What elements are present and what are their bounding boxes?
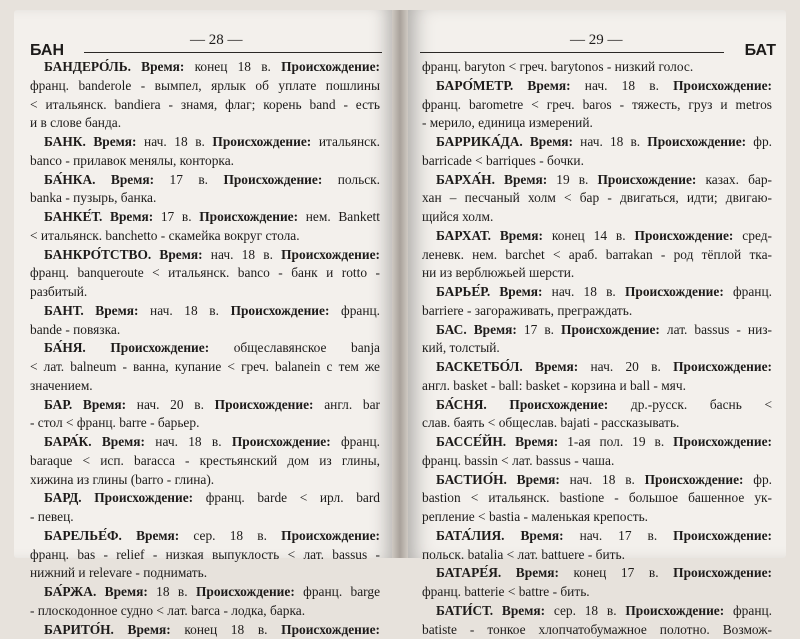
- entry-term: БАРД. Происхождение:: [44, 490, 193, 505]
- entry-term: Происхождение:: [215, 397, 314, 412]
- entry-term: БА́СНЯ. Происхождение:: [436, 397, 608, 412]
- entry-text: репление < bastia - маленькая крепость.: [422, 509, 648, 524]
- entry-text: англ. basket - ball: basket - корзина и ball - мяч.: [422, 378, 686, 393]
- entry-term: БАСКЕТБО́Л. Время:: [436, 359, 578, 374]
- entry-text: 19 в.: [547, 172, 597, 187]
- entry-term: БА́НЯ. Происхождение:: [44, 340, 209, 355]
- entry-term: Происхождение:: [625, 603, 724, 618]
- entry-term: БАРЬЕ́Р. Время:: [436, 284, 543, 299]
- entry-text: banka - пузырь, банка.: [30, 190, 156, 205]
- entry-text-line: [30, 452, 380, 471]
- entry-headline: [30, 527, 380, 546]
- header-rule: [84, 52, 382, 53]
- entry-text-line: [30, 414, 380, 433]
- entry-text: нач. 20 в.: [578, 359, 673, 374]
- entry-text: - мерило, единица измерений.: [422, 115, 593, 130]
- entry-text: нач. 18 в.: [571, 78, 674, 93]
- entry-headline: [422, 283, 772, 302]
- entry-headline: [30, 171, 380, 190]
- entry-text: - плоскодонное судно < лат. barca - лодка, барка.: [30, 603, 305, 618]
- entry-term: Происхождение:: [673, 434, 772, 449]
- entry-text-line: [30, 283, 380, 302]
- entry-text: франц. barge: [295, 584, 380, 599]
- entry-text-line: [30, 602, 380, 621]
- entry-text-line: [422, 246, 772, 265]
- entry-term: БАНДЕРО́ЛЬ. Время:: [44, 59, 184, 74]
- entry-term: Происхождение:: [625, 284, 724, 299]
- entry-term: БА́НКА. Время:: [44, 172, 154, 187]
- entry-text: barricade < barriques - бочки.: [422, 153, 584, 168]
- entry-headline: [30, 302, 380, 321]
- page-text: [30, 58, 380, 639]
- entry-text-line: [422, 96, 772, 115]
- entry-term: БАТИ́СТ. Время:: [436, 603, 545, 618]
- entry-term: Происхождение:: [598, 172, 697, 187]
- entry-text: нач. 18 в.: [543, 284, 625, 299]
- entry-text: banco - прилавок менялы, конторка.: [30, 153, 234, 168]
- entry-text: франц. baryton < греч. barytonos - низкий голос.: [422, 59, 693, 74]
- entry-text-line: [30, 358, 380, 377]
- page-header: [30, 32, 382, 54]
- entry-term: БАРО́МЕТР. Время:: [436, 78, 571, 93]
- entry-term: БАНКРО́ТСТВО. Время:: [44, 247, 203, 262]
- entry-text: франц. batterie < battre - бить.: [422, 584, 590, 599]
- entry-term: Происхождение:: [673, 528, 772, 543]
- entry-term: БАС. Время:: [436, 322, 517, 337]
- entry-term: Происхождение:: [231, 303, 330, 318]
- entry-text-line: [30, 227, 380, 246]
- entry-text-line: [422, 583, 772, 602]
- entry-headline: [422, 471, 772, 490]
- entry-text: леневк. нем. barchet < араб. barrakan - род тёплой тка-: [422, 247, 772, 262]
- entry-text: - певец.: [30, 509, 74, 524]
- entry-headline: [30, 58, 380, 77]
- entry-text-line: [30, 96, 380, 115]
- entry-text: лат. bassus - низ-: [660, 322, 772, 337]
- entry-term: Происхождение:: [635, 228, 734, 243]
- entry-text: щийся холм.: [422, 209, 493, 224]
- entry-text: хан – песчаный холм < бар - двигаться, идти; двигаю-: [422, 190, 772, 205]
- entry-term: Происхождение:: [212, 134, 311, 149]
- entry-headline: [30, 208, 380, 227]
- entry-text-line: [30, 321, 380, 340]
- entry-text: польск. batalia < лат. battuere - бить.: [422, 547, 625, 562]
- entry-text: нач. 18 в.: [145, 434, 232, 449]
- entry-term: БАТА́ЛИЯ. Время:: [436, 528, 564, 543]
- left-page: [14, 10, 392, 558]
- entry-text: нем. Bankett: [298, 209, 380, 224]
- entry-text: франц.: [329, 303, 380, 318]
- entry-term: БАНТ. Время:: [44, 303, 138, 318]
- entry-term: Происхождение:: [645, 472, 744, 487]
- entry-text-line: [422, 339, 772, 358]
- entry-term: БА́РЖА. Время:: [44, 584, 148, 599]
- entry-text: нач. 18 в.: [560, 472, 645, 487]
- entry-text-line: [30, 77, 380, 96]
- entry-text: франц.: [331, 434, 380, 449]
- entry-headline: [30, 583, 380, 602]
- entry-term: Происхождение:: [281, 528, 380, 543]
- entry-term: Происхождение:: [223, 172, 322, 187]
- entry-text: франц.: [724, 603, 772, 618]
- entry-text: общеславянское banja: [209, 340, 380, 355]
- entry-headline: [422, 527, 772, 546]
- entry-text: bande - повязка.: [30, 322, 120, 337]
- entry-text-line: [422, 508, 772, 527]
- entry-text: франц. bassin < лат. bassus - чаша.: [422, 453, 614, 468]
- entry-text-line: [422, 546, 772, 565]
- entry-text: 1-ая пол. 19 в.: [558, 434, 673, 449]
- entry-text: 17 в.: [153, 209, 199, 224]
- entry-headline: [422, 77, 772, 96]
- entry-headline: [30, 396, 380, 415]
- entry-text: конец 18 в.: [184, 59, 281, 74]
- entry-text: сер. 18 в.: [545, 603, 625, 618]
- entry-text: франц. bas - relief - низкая выпуклость < лат. bassus -: [30, 547, 380, 562]
- entry-term: Происхождение:: [281, 622, 380, 637]
- entry-term: Происхождение:: [281, 59, 380, 74]
- entry-text-line: [422, 452, 772, 471]
- entry-headline: [422, 321, 772, 340]
- entry-text: др.-русск. баснь <: [608, 397, 772, 412]
- entry-text: < итальянск. bandiera - знамя, флаг; корень band - есть: [30, 97, 380, 112]
- entry-text-line: [422, 189, 772, 208]
- entry-text: конец 17 в.: [559, 565, 673, 580]
- entry-text-line: [30, 114, 380, 133]
- entry-term: Происхождение:: [673, 78, 772, 93]
- entry-text-line: [30, 471, 380, 490]
- entry-text: франц. banderole - вымпел, ярлык об уплате пошлины: [30, 78, 380, 93]
- entry-headline: [30, 621, 380, 639]
- entry-text: < итальянск. banchetto - скамейка вокруг стола.: [30, 228, 300, 243]
- entry-text: хижина из глины (barro - глина).: [30, 472, 214, 487]
- entry-text: фр.: [744, 472, 773, 487]
- entry-text: кий, толстый.: [422, 340, 500, 355]
- entry-text-line: [30, 189, 380, 208]
- entry-term: БАР. Время:: [44, 397, 126, 412]
- entry-text: польск.: [322, 172, 380, 187]
- entry-term: БАРХА́Н. Время:: [436, 172, 547, 187]
- entry-text-line: [422, 414, 772, 433]
- entry-term: БАРА́К. Время:: [44, 434, 145, 449]
- entry-text: конец 18 в.: [171, 622, 281, 637]
- running-head: БАН: [30, 42, 64, 60]
- entry-text: франц.: [724, 284, 772, 299]
- entry-text: сер. 18 в.: [179, 528, 281, 543]
- entry-text: нач. 20 в.: [126, 397, 215, 412]
- entry-text-line: [422, 58, 772, 77]
- header-rule: [420, 52, 724, 53]
- entry-headline: [422, 396, 772, 415]
- entry-text-line: [422, 302, 772, 321]
- entry-text: сред-: [733, 228, 772, 243]
- entry-text-line: [422, 114, 772, 133]
- entry-term: БАСТИО́Н. Время:: [436, 472, 560, 487]
- entry-term: Происхождение:: [647, 134, 746, 149]
- entry-term: БАССЕ́ЙН. Время:: [436, 434, 558, 449]
- entry-text: 17 в.: [517, 322, 561, 337]
- entry-term: БАРРИКА́ДА. Время:: [436, 134, 573, 149]
- entry-text: нач. 17 в.: [564, 528, 674, 543]
- entry-text-line: [422, 264, 772, 283]
- entry-text: разбитый.: [30, 284, 87, 299]
- entry-headline: [30, 133, 380, 152]
- entry-text: 17 в.: [154, 172, 223, 187]
- page-number: — 28 —: [190, 32, 243, 49]
- entry-text: конец 14 в.: [543, 228, 635, 243]
- entry-term: Происхождение:: [561, 322, 660, 337]
- right-page: [408, 10, 786, 558]
- entry-text: франц. banqueroute < итальянск. banco - банк и rotto -: [30, 265, 380, 280]
- entry-text: нижний и relevare - поднимать.: [30, 565, 207, 580]
- running-head: БАТ: [745, 42, 776, 60]
- entry-headline: [422, 227, 772, 246]
- page-header: [420, 32, 776, 54]
- entry-text: и в слове банда.: [30, 115, 121, 130]
- entry-text-line: [30, 564, 380, 583]
- entry-headline: [30, 339, 380, 358]
- entry-text-line: [422, 377, 772, 396]
- entry-text: нач. 18 в.: [137, 134, 213, 149]
- entry-headline: [30, 433, 380, 452]
- entry-text: франц. barde < ирл. bard: [193, 490, 380, 505]
- entry-text: barriere - загораживать, преграждать.: [422, 303, 632, 318]
- entry-text: значением.: [30, 378, 93, 393]
- entry-text: ни из верблюжьей шерсти.: [422, 265, 574, 280]
- entry-text: нач. 18 в.: [138, 303, 230, 318]
- entry-text: 18 в.: [148, 584, 196, 599]
- entry-text: bastion < итальянск. bastione - большое башенное ук-: [422, 490, 772, 505]
- entry-text: < лат. balneum - ванна, купание < греч. balanein с тем же: [30, 359, 380, 374]
- entry-headline: [422, 433, 772, 452]
- book-gutter: [392, 10, 408, 558]
- entry-headline: [422, 564, 772, 583]
- entry-headline: [30, 489, 380, 508]
- entry-term: Происхождение:: [196, 584, 295, 599]
- entry-term: БАРИТО́Н. Время:: [44, 622, 171, 637]
- entry-text-line: [30, 508, 380, 527]
- entry-term: БАРХАТ. Время:: [436, 228, 543, 243]
- entry-text: франц. barometre < греч. baros - тяжесть, груз и metros: [422, 97, 772, 112]
- entry-term: Происхождение:: [232, 434, 331, 449]
- entry-text: итальянск.: [311, 134, 380, 149]
- entry-headline: [422, 358, 772, 377]
- entry-text: нач. 18 в.: [203, 247, 282, 262]
- entry-text-line: [30, 377, 380, 396]
- entry-text-line: [422, 621, 772, 639]
- entry-text: казах. бар-: [696, 172, 772, 187]
- entry-term: Происхождение:: [673, 359, 772, 374]
- entry-text-line: [422, 208, 772, 227]
- entry-headline: [422, 133, 772, 152]
- entry-headline: [422, 171, 772, 190]
- entry-text: - стол < франц. barre - барьер.: [30, 415, 199, 430]
- entry-text: нач. 18 в.: [573, 134, 647, 149]
- entry-term: Происхождение:: [673, 565, 772, 580]
- entry-term: БАРЕЛЬЕ́Ф. Время:: [44, 528, 179, 543]
- entry-text: фр.: [746, 134, 772, 149]
- entry-text-line: [30, 546, 380, 565]
- entry-text: baraque < исп. baracca - крестьянский дом из глины,: [30, 453, 380, 468]
- entry-text-line: [30, 264, 380, 283]
- entry-term: Происхождение:: [199, 209, 298, 224]
- entry-text-line: [422, 489, 772, 508]
- entry-text-line: [30, 152, 380, 171]
- entry-text: слав. баять < общеслав. bajati - рассказывать.: [422, 415, 679, 430]
- entry-term: БАНК. Время:: [44, 134, 137, 149]
- entry-headline: [30, 246, 380, 265]
- entry-text-line: [422, 152, 772, 171]
- entry-text: batiste - тонкое хлопчатобумажное полотно. Возмож-: [422, 622, 772, 637]
- page-number: — 29 —: [570, 32, 623, 49]
- page-text: [422, 58, 772, 639]
- entry-headline: [422, 602, 772, 621]
- entry-term: БАТАРЕ́Я. Время:: [436, 565, 559, 580]
- entry-term: Происхождение:: [281, 247, 380, 262]
- entry-text: англ. bar: [314, 397, 380, 412]
- entry-term: БАНКЕ́Т. Время:: [44, 209, 153, 224]
